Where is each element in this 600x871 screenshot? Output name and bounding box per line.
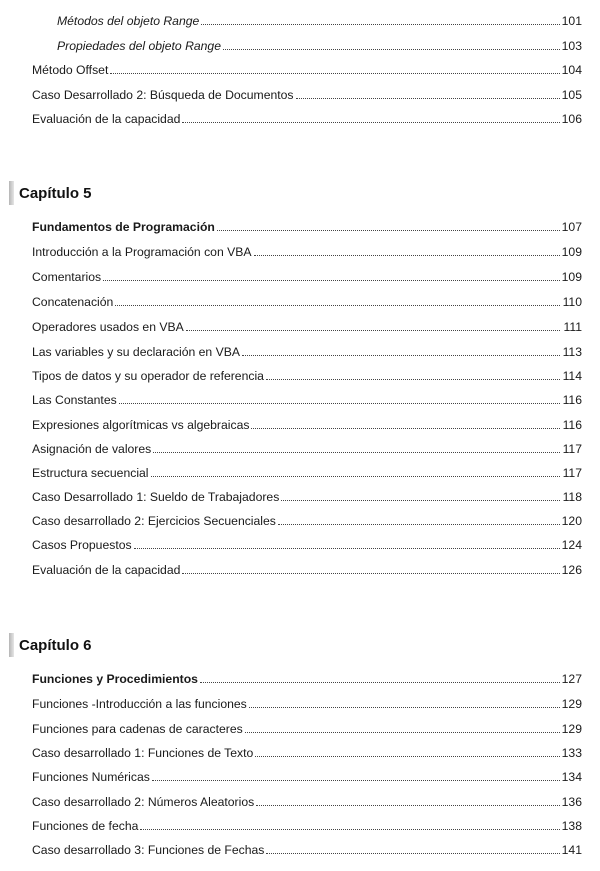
- toc-entry-label: Expresiones algorítmicas vs algebraicas: [32, 418, 250, 432]
- toc-entry-label: Comentarios: [32, 270, 102, 284]
- dot-leader: [200, 682, 560, 683]
- toc-entry-page: 110: [562, 295, 582, 309]
- toc-entry[interactable]: [32, 369, 582, 383]
- dot-leader: [186, 330, 560, 331]
- toc-entry-page: 117: [562, 442, 582, 456]
- toc-entry[interactable]: [32, 295, 582, 309]
- dot-leader: [201, 24, 559, 25]
- toc-entry-propiedades-range[interactable]: [57, 39, 582, 53]
- toc-entry-label: Método Offset: [32, 63, 109, 77]
- toc-entry[interactable]: [32, 393, 582, 407]
- chapter-title: Capítulo 6: [19, 636, 92, 654]
- dot-leader: [115, 305, 560, 306]
- dot-leader: [296, 98, 560, 99]
- toc-entry-label: Funciones de fecha: [32, 819, 139, 833]
- toc-entry-page: 124: [561, 538, 582, 552]
- toc-entry-label: Asignación de valores: [32, 442, 152, 456]
- toc-entry-page: 113: [562, 345, 582, 359]
- toc-entry-metodo-offset[interactable]: [32, 63, 582, 77]
- toc-entry[interactable]: [32, 466, 582, 480]
- dot-leader: [140, 829, 559, 830]
- toc-entry-page: 114: [562, 369, 582, 383]
- dot-leader: [182, 573, 559, 574]
- dot-leader: [266, 853, 559, 854]
- toc-entry-page: 126: [561, 563, 582, 577]
- toc-entry[interactable]: [32, 722, 582, 736]
- toc-entry-label: Funciones y Procedimientos: [32, 672, 198, 686]
- toc-entry[interactable]: [32, 442, 582, 456]
- dot-leader: [151, 476, 560, 477]
- toc-entry-label: Evaluación de la capacidad: [32, 112, 181, 126]
- toc-entry[interactable]: [32, 490, 582, 504]
- toc-entry-label: Funciones -Introducción a las funciones: [32, 697, 247, 711]
- toc-entry-caso-busqueda[interactable]: [32, 88, 582, 102]
- toc-entry-page: 116: [562, 393, 582, 407]
- dot-leader: [255, 756, 559, 757]
- dot-leader: [251, 428, 560, 429]
- toc-entry-page: 118: [562, 490, 582, 504]
- dot-leader: [119, 403, 560, 404]
- toc-entry[interactable]: [32, 672, 582, 686]
- toc-entry-page: 136: [561, 795, 582, 809]
- toc-entry-label: Evaluación de la capacidad: [32, 563, 181, 577]
- toc-entry-page: 120: [561, 514, 582, 528]
- dot-leader: [281, 500, 560, 501]
- dot-leader: [110, 73, 559, 74]
- toc-entry[interactable]: [32, 270, 582, 284]
- chapter-title: Capítulo 5: [19, 184, 92, 202]
- toc-entry[interactable]: [32, 245, 582, 259]
- dot-leader: [245, 732, 560, 733]
- toc-entry-page: 134: [561, 770, 582, 784]
- toc-entry-label: Concatenación: [32, 295, 114, 309]
- chapter-6-heading: [9, 633, 92, 657]
- toc-entry-label: Propiedades del objeto Range: [57, 39, 221, 53]
- toc-entry-label: Las Constantes: [32, 393, 117, 407]
- toc-entry-page: 104: [561, 63, 582, 77]
- toc-entry-page: 111: [563, 320, 582, 334]
- toc-entry-page: 106: [561, 112, 582, 126]
- toc-entry-label: Estructura secuencial: [32, 466, 149, 480]
- toc-entry-page: 107: [561, 220, 582, 234]
- dot-leader: [254, 255, 560, 256]
- toc-entry-label: Caso desarrollado 1: Funciones de Texto: [32, 746, 254, 760]
- toc-entry-page: 101: [561, 14, 582, 28]
- toc-entry[interactable]: [32, 320, 582, 334]
- toc-entry-page: 133: [561, 746, 582, 760]
- dot-leader: [266, 379, 560, 380]
- toc-entry-label: Tipos de datos y su operador de referencia: [32, 369, 264, 383]
- toc-entry-page: 109: [561, 245, 582, 259]
- toc-entry-page: 138: [561, 819, 582, 833]
- toc-entry-label: Funciones para cadenas de caracteres: [32, 722, 243, 736]
- toc-entry[interactable]: [32, 418, 582, 432]
- dot-leader: [278, 524, 560, 525]
- toc-entry[interactable]: [32, 770, 582, 784]
- toc-entry[interactable]: [32, 843, 582, 857]
- toc-entry-label: Las variables y su declaración en VBA: [32, 345, 240, 359]
- toc-entry-page: 127: [561, 672, 582, 686]
- dot-leader: [217, 230, 560, 231]
- toc-entry-page: 129: [561, 697, 582, 711]
- toc-entry[interactable]: [32, 345, 582, 359]
- toc-entry-page: 105: [561, 88, 582, 102]
- toc-entry[interactable]: [32, 220, 582, 234]
- toc-entry-page: 141: [561, 843, 582, 857]
- dot-leader: [242, 355, 560, 356]
- toc-entry[interactable]: [32, 697, 582, 711]
- toc-entry-label: Funciones Numéricas: [32, 770, 150, 784]
- dot-leader: [152, 780, 560, 781]
- toc-entry-page: 116: [562, 418, 582, 432]
- toc-entry[interactable]: [32, 563, 582, 577]
- toc-entry-label: Fundamentos de Programación: [32, 220, 215, 234]
- dot-leader: [182, 122, 559, 123]
- toc-entry-page: 103: [561, 39, 582, 53]
- toc-entry-label: Caso desarrollado 2: Números Aleatorios: [32, 795, 255, 809]
- toc-entry-evaluacion[interactable]: [32, 112, 582, 126]
- chapter-marker: [9, 181, 14, 205]
- toc-entry-label: Introducción a la Programación con VBA: [32, 245, 252, 259]
- toc-entry[interactable]: [32, 746, 582, 760]
- dot-leader: [249, 707, 560, 708]
- dot-leader: [223, 49, 560, 50]
- chapter-5-heading: [9, 181, 92, 205]
- toc-entry[interactable]: [32, 538, 582, 552]
- toc-entry-page: 109: [561, 270, 582, 284]
- toc-entry-label: Operadores usados en VBA: [32, 320, 184, 334]
- toc-entry-page: 117: [562, 466, 582, 480]
- dot-leader: [153, 452, 560, 453]
- toc-entry-label: Caso Desarrollado 1: Sueldo de Trabajadores: [32, 490, 280, 504]
- toc-entry-label: Métodos del objeto Range: [57, 14, 200, 28]
- toc-entry[interactable]: [32, 514, 582, 528]
- dot-leader: [134, 548, 560, 549]
- dot-leader: [256, 805, 559, 806]
- toc-entry[interactable]: [32, 819, 582, 833]
- toc-entry[interactable]: [32, 795, 582, 809]
- toc-entry-label: Caso desarrollado 3: Funciones de Fechas: [32, 843, 265, 857]
- toc-entry-label: Caso desarrollado 2: Ejercicios Secuenciales: [32, 514, 276, 528]
- toc-entry-page: 129: [561, 722, 582, 736]
- toc-entry-label: Caso Desarrollado 2: Búsqueda de Documentos: [32, 88, 294, 102]
- toc-entry-label: Casos Propuestos: [32, 538, 132, 552]
- dot-leader: [103, 280, 560, 281]
- toc-entry-metodos-range[interactable]: [57, 14, 582, 28]
- chapter-marker: [9, 633, 14, 657]
